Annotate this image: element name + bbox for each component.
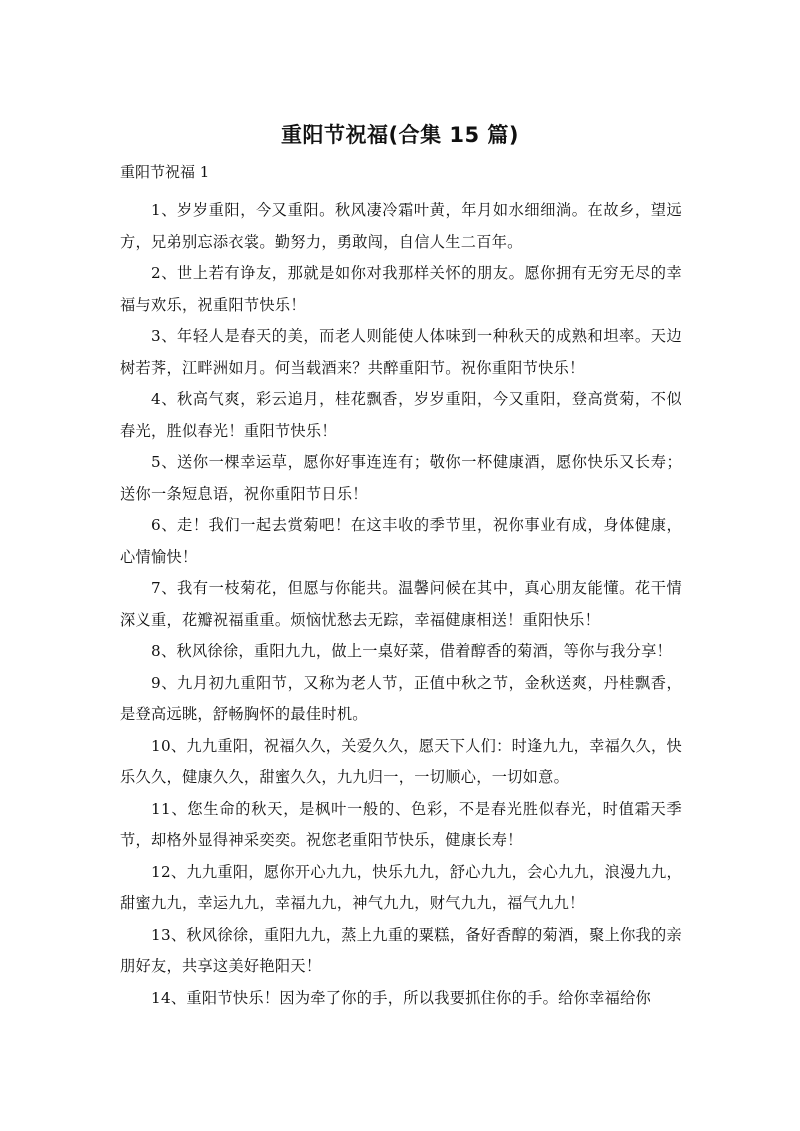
- paragraph-6: 6、走！我们一起去赏菊吧！在这丰收的季节里，祝你事业有成，身体健康，心情愉快！: [120, 516, 682, 566]
- paragraph-3: 3、年轻人是春天的美，而老人则能使人体味到一种秋天的成熟和坦率。天边树若荠，江畔洲如月。何当载酒来？共醉重阳节。祝你重阳节快乐！: [120, 327, 682, 377]
- paragraph-10: 10、九九重阳，祝福久久，关爱久久，愿天下人们：时逢九九，幸福久久，快乐久久，健康久久，甜蜜久久，九九归一，一切顺心，一切如意。: [120, 736, 683, 786]
- paragraph-12: 12、九九重阳，愿你开心九九，快乐九九，舒心九九，会心九九，浪漫九九，甜蜜九九，幸运九九，幸福九九，神气九九，财气九九，福气九九！: [120, 862, 683, 912]
- paragraph-11: 11、您生命的秋天，是枫叶一般的、色彩，不是春光胜似春光，时值霜天季节，却格外显得神采奕奕。祝您老重阳节快乐，健康长寿！: [120, 799, 682, 849]
- paragraph-7: 7、我有一枝菊花，但愿与你能共。温馨问候在其中，真心朋友能懂。花干情深义重，花瓣祝福重重。烦恼忧愁去无踪，幸福健康相送！重阳快乐！: [120, 579, 682, 629]
- paragraph-5: 5、送你一棵幸运草，愿你好事连连有；敬你一杯健康酒，愿你快乐又长寿；送你一条短息语，祝你重阳节日乐！: [120, 453, 682, 503]
- paragraph-13: 13、秋风徐徐，重阳九九，蒸上九重的粟糕，备好香醇的菊酒，聚上你我的亲朋好友，共享这美好艳阳天！: [120, 925, 683, 975]
- document-title: 重阳节祝福(合集 15 篇): [280, 123, 520, 147]
- paragraph-14: 14、重阳节快乐！因为牵了你的手，所以我要抓住你的手。给你幸福给你: [151, 988, 652, 1007]
- paragraph-9: 9、九月初九重阳节，又称为老人节，正值中秋之节，金秋送爽，丹桂飘香，是登高远眺，舒畅胸怀的最佳时机。: [120, 673, 682, 723]
- document-body: [120, 195, 682, 1014]
- paragraph-4: 4、秋高气爽，彩云追月，桂花飘香，岁岁重阳，今又重阳，登高赏菊，不似春光，胜似春光！重阳节快乐！: [120, 390, 682, 440]
- paragraph-2: 2、世上若有诤友，那就是如你对我那样关怀的朋友。愿你拥有无穷无尽的幸福与欢乐，祝重阳节快乐！: [120, 264, 682, 314]
- paragraph-8: 8、秋风徐徐，重阳九九，做上一桌好菜，借着醇香的菊酒，等你与我分享！: [151, 642, 673, 660]
- section-heading: 重阳节祝福 1: [120, 163, 210, 181]
- paragraph-1: 1、岁岁重阳，今又重阳。秋风凄冷霜叶黄，年月如水细细淌。在故乡，望远方，兄弟别忘添衣裳。勤努力，勇敢闯，自信人生二百年。: [120, 201, 682, 251]
